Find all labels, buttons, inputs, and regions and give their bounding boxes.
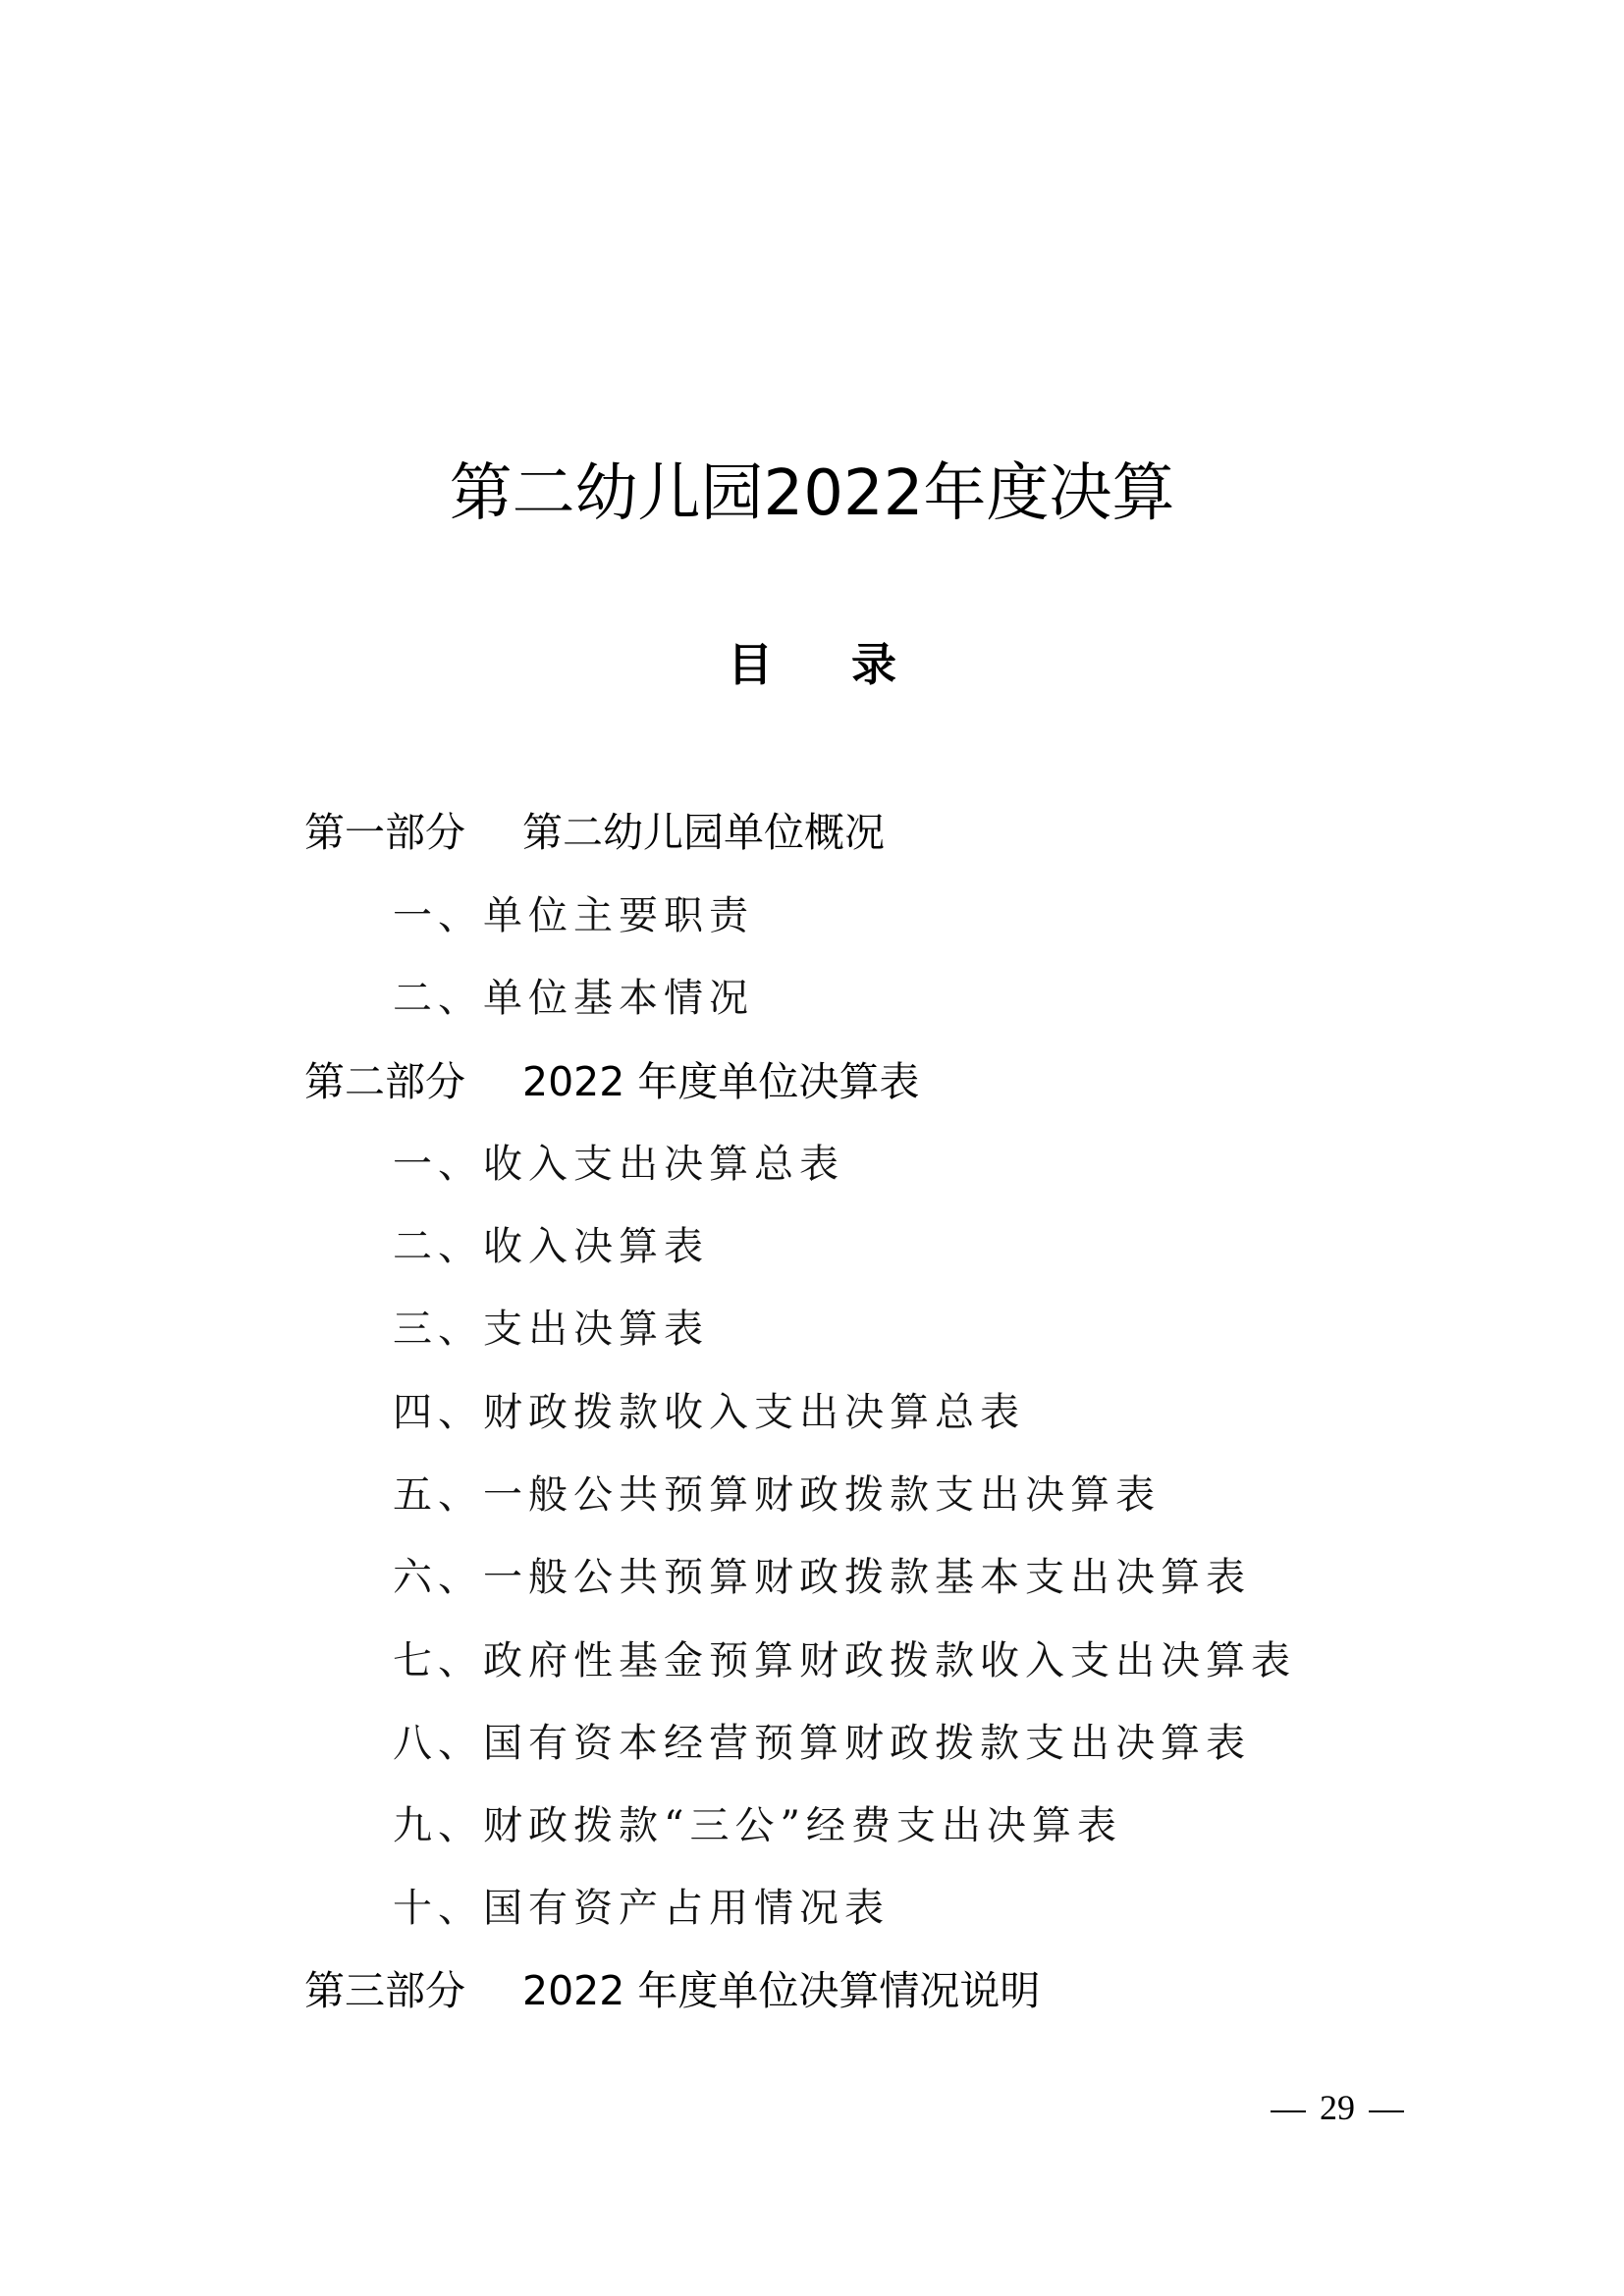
part-title: 2022 年度单位决算情况说明: [522, 1967, 1041, 2014]
toc-item: 四、财政拨款收入支出决算总表: [393, 1390, 1025, 1435]
toc-item: 二、单位基本情况: [393, 976, 754, 1021]
part-label: 第一部分: [304, 809, 465, 856]
toc-item: 七、政府性基金预算财政拨款收入支出决算表: [393, 1638, 1296, 1683]
page-number: [1257, 2083, 1418, 2132]
toc-item: 二、收入决算表: [393, 1224, 709, 1269]
part-label: 第二部分: [304, 1058, 465, 1105]
toc-item: 一、收入支出决算总表: [393, 1142, 844, 1187]
page-number-dash-left: [1271, 2110, 1306, 2112]
part-title: 第二幼儿园单位概况: [522, 809, 885, 856]
toc-item: 三、支出决算表: [393, 1307, 709, 1352]
part-label: 第三部分: [304, 1967, 465, 2014]
toc-item: 六、一般公共预算财政拨款基本支出决算表: [393, 1555, 1251, 1600]
toc-part-1: [304, 803, 885, 862]
toc-item: 九、财政拨款“三公”经费支出决算表: [393, 1803, 1122, 1848]
toc-item: 十、国有资产占用情况表: [393, 1886, 890, 1931]
page-number-dash-right: [1369, 2110, 1404, 2112]
toc-item: 八、国有资本经营预算财政拨款支出决算表: [393, 1721, 1251, 1766]
toc-item: 一、单位主要职责: [393, 893, 754, 938]
toc-heading: 目录: [728, 638, 975, 691]
toc-part-3: [304, 1961, 1040, 2020]
page-number-value: 29: [1320, 2088, 1355, 2127]
document-title: 第二幼儿园2022年度决算: [449, 457, 1175, 530]
toc-item: 五、一般公共预算财政拨款支出决算表: [393, 1472, 1161, 1518]
toc-part-2: [304, 1052, 919, 1111]
part-title: 2022 年度单位决算表: [522, 1058, 920, 1105]
